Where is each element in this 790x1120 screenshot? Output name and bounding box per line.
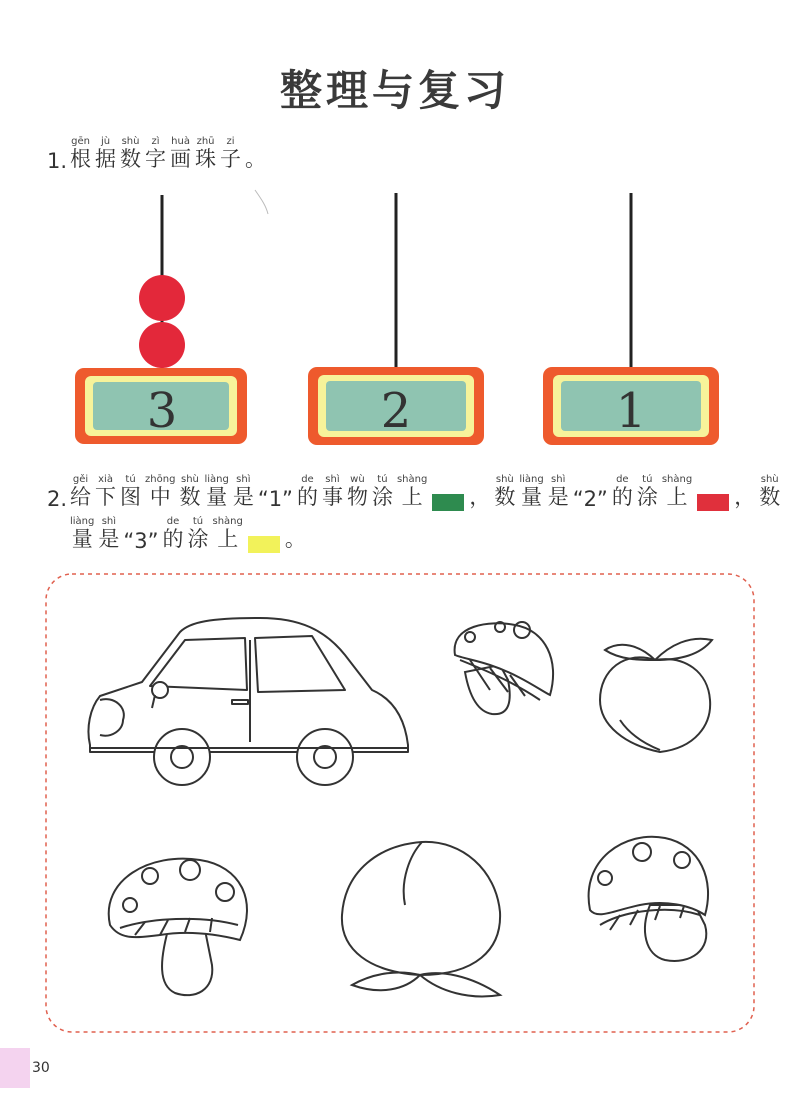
hanzi-with-pinyin: 下xià: [95, 474, 117, 509]
hanzi-with-pinyin: 上shàng: [396, 474, 428, 509]
abacus-number: 2: [380, 383, 412, 439]
car-icon: [88, 618, 408, 785]
peach-icon: [342, 842, 500, 997]
hanzi-with-pinyin: 数shù: [494, 474, 516, 509]
text-fragment: 。: [284, 527, 306, 551]
hanzi-with-pinyin: 上shàng: [212, 516, 243, 551]
abacus-number: 1: [615, 383, 647, 439]
hanzi-with-pinyin: 给gěi: [70, 474, 92, 509]
hanzi-with-pinyin: 的de: [611, 474, 633, 509]
hanzi-with-pinyin: 子zi: [220, 136, 242, 171]
hanzi-with-pinyin: 量liàng: [519, 474, 544, 509]
text-fragment: “3”: [123, 529, 159, 553]
hanzi-with-pinyin: 中zhōng: [145, 474, 176, 509]
hanzi-with-pinyin: 上shàng: [661, 474, 693, 509]
hanzi-with-pinyin: 的de: [162, 516, 184, 551]
text-fragment: ，: [734, 485, 756, 509]
mushroom-icon: [109, 859, 247, 996]
mushroom-icon: [455, 622, 554, 714]
hanzi-with-pinyin: 数shù: [179, 474, 201, 509]
hanzi-with-pinyin: 的de: [296, 474, 318, 509]
hanzi-with-pinyin: 涂tú: [371, 474, 393, 509]
abacus-bead: [139, 322, 185, 368]
mushroom-icon: [589, 837, 708, 961]
page-title: 整理与复习: [279, 66, 510, 115]
hanzi-with-pinyin: 量liàng: [70, 516, 95, 551]
hanzi-with-pinyin: 数shù: [759, 474, 781, 509]
abacus-bead: [139, 275, 185, 321]
peach-icon: [600, 639, 712, 752]
hanzi-with-pinyin: 画huà: [170, 136, 192, 171]
hanzi-with-pinyin: 珠zhū: [195, 136, 217, 171]
question-number: 1.: [47, 149, 68, 173]
hanzi-with-pinyin: 字zì: [145, 136, 167, 171]
text-fragment: ，: [469, 485, 491, 509]
hanzi-with-pinyin: 据jù: [95, 136, 117, 171]
hanzi-with-pinyin: 数shù: [120, 136, 142, 171]
hanzi-with-pinyin: 是shì: [98, 516, 120, 551]
hanzi-with-pinyin: 涂tú: [636, 474, 658, 509]
hanzi-with-pinyin: 图tú: [120, 474, 142, 509]
hanzi-with-pinyin: 涂tú: [187, 516, 209, 551]
hanzi-with-pinyin: 是shì: [232, 474, 254, 509]
hanzi-with-pinyin: 事shì: [321, 474, 343, 509]
hanzi-with-pinyin: 根gēn: [70, 136, 92, 171]
hanzi-with-pinyin: 量liàng: [204, 474, 229, 509]
text-fragment: “1”: [257, 487, 293, 511]
hanzi-with-pinyin: 是shì: [547, 474, 569, 509]
text-fragment: 。: [245, 147, 267, 171]
question-number: 2.: [47, 487, 68, 511]
page-number-tab: [0, 1048, 30, 1088]
abacus-number: 3: [146, 383, 178, 439]
page-number: 30: [32, 1060, 50, 1076]
text-fragment: “2”: [572, 487, 608, 511]
hanzi-with-pinyin: 物wù: [346, 474, 368, 509]
